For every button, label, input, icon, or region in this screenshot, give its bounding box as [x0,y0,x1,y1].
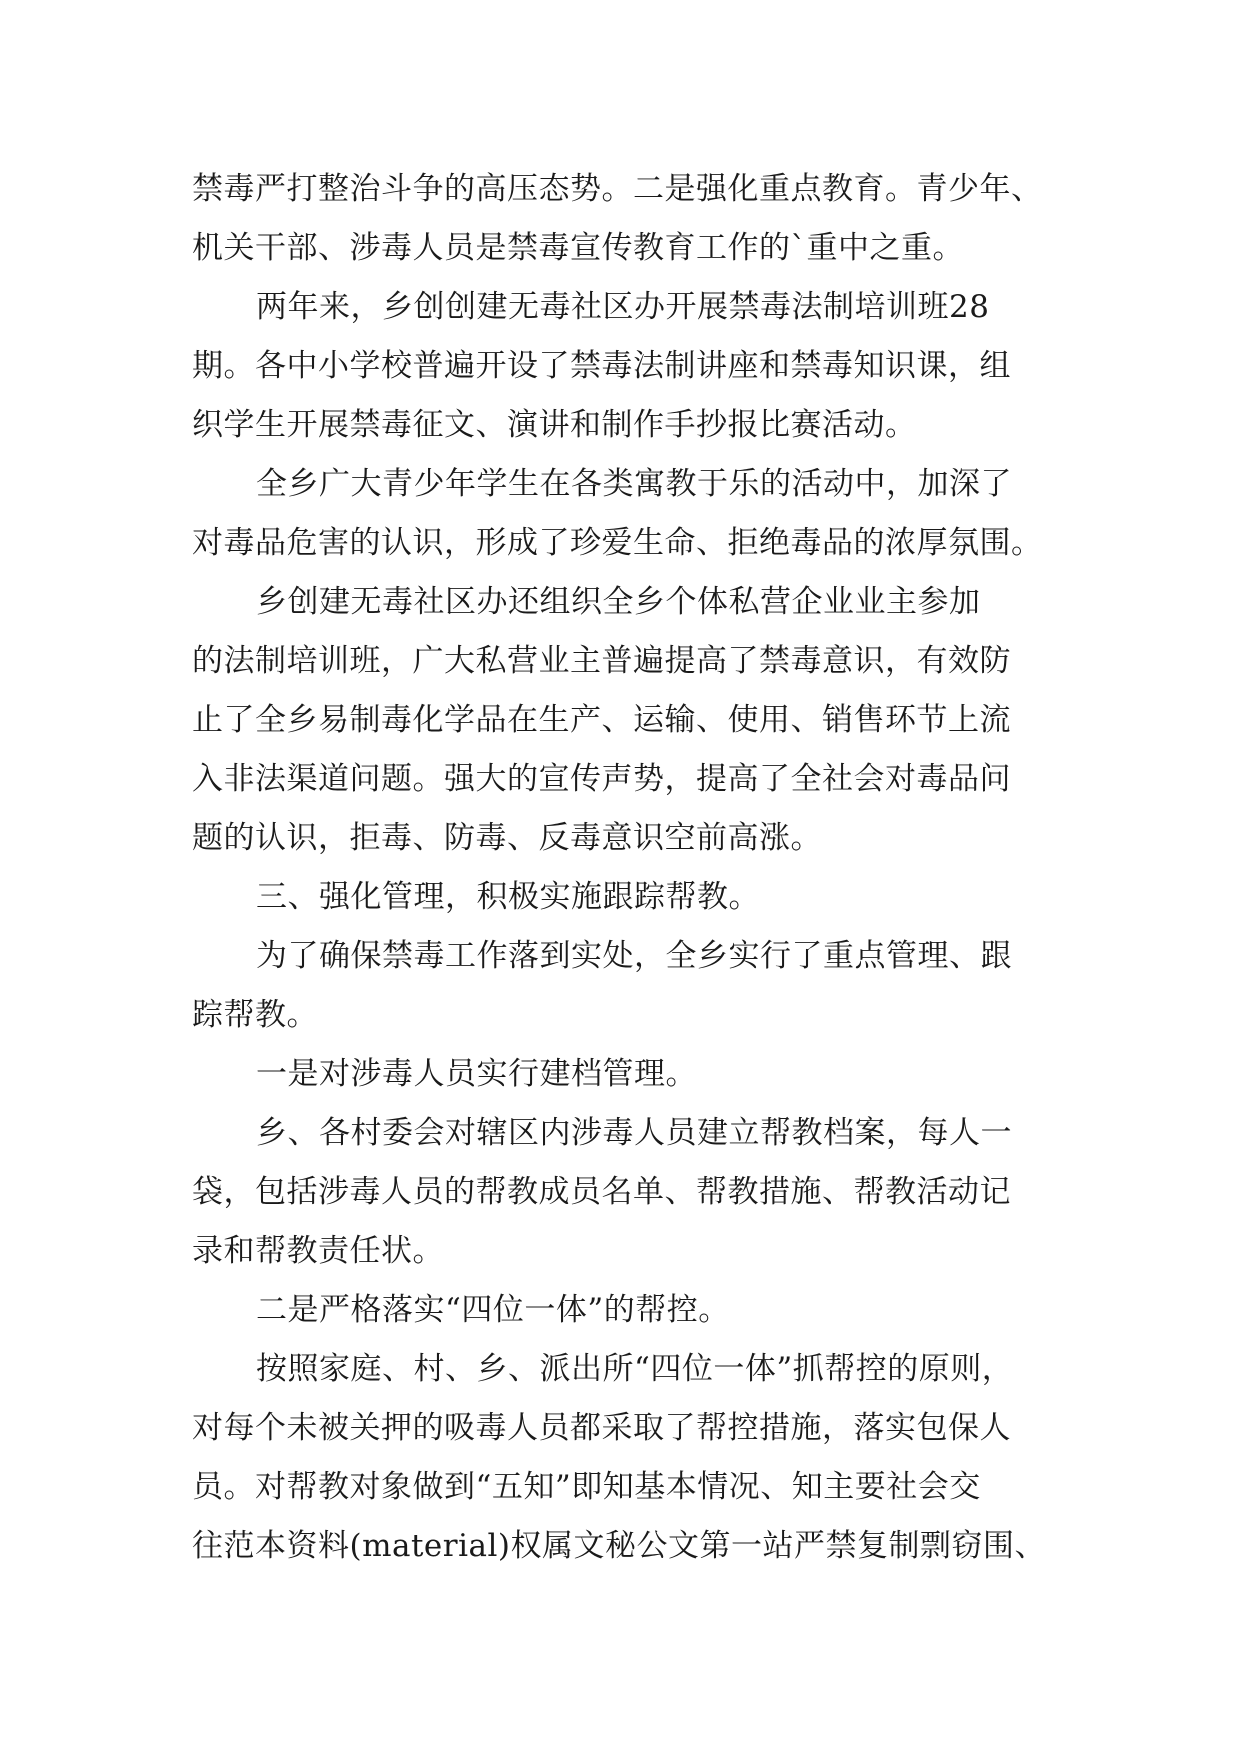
text-line: 乡创建无毒社区办还组织全乡个体私营企业业主参加 [256,584,981,620]
text-line: 的法制培训班，广大私营业主普遍提高了禁毒意识，有效防 [192,643,1011,679]
text-line: 员。对帮教对象做到“五知”即知基本情况、知主要社会交 [192,1469,981,1505]
text-line: 为了确保禁毒工作落到实处，全乡实行了重点管理、跟 [256,938,1012,974]
text-line: 两年来，乡创创建无毒社区办开展禁毒法制培训班28 [256,289,990,325]
text-line: 织学生开展禁毒征文、演讲和制作手抄报比赛活动。 [192,407,917,443]
text-line: 机关干部、涉毒人员是禁毒宣传教育工作的`重中之重。 [192,230,964,266]
body-text [192,160,1072,1576]
text-line: 全乡广大青少年学生在各类寓教于乐的活动中，加深了 [256,466,1012,502]
text-line: 乡、各村委会对辖区内涉毒人员建立帮教档案，每人一 [256,1115,1012,1151]
text-line: 题的认识，拒毒、防毒、反毒意识空前高涨。 [192,820,822,856]
text-line: 录和帮教责任状。 [192,1233,444,1269]
text-line: 期。各中小学校普遍开设了禁毒法制讲座和禁毒知识课，组 [192,348,1011,384]
text-line: 禁毒严打整治斗争的高压态势。二是强化重点教育。青少年、 [192,171,1043,207]
text-line: 往范本资料(material)权属文秘公文第一站严禁复制剽窃围、 [192,1528,1046,1564]
text-line: 一是对涉毒人员实行建档管理。 [256,1056,697,1092]
text-line: 按照家庭、村、乡、派出所“四位一体”抓帮控的原则， [256,1351,1014,1387]
text-line: 二是严格落实“四位一体”的帮控。 [256,1292,730,1328]
text-line: 对每个未被关押的吸毒人员都采取了帮控措施，落实包保人 [192,1410,1011,1446]
text-line: 入非法渠道问题。强大的宣传声势，提高了全社会对毒品问 [192,761,1011,797]
text-line: 对毒品危害的认识，形成了珍爱生命、拒绝毒品的浓厚氛围。 [192,525,1043,561]
section-heading: 三、强化管理，积极实施跟踪帮教。 [256,879,760,915]
text-line: 止了全乡易制毒化学品在生产、运输、使用、销售环节上流 [192,702,1011,738]
text-line: 袋，包括涉毒人员的帮教成员名单、帮教措施、帮教活动记 [192,1174,1011,1210]
text-line: 踪帮教。 [192,997,318,1033]
